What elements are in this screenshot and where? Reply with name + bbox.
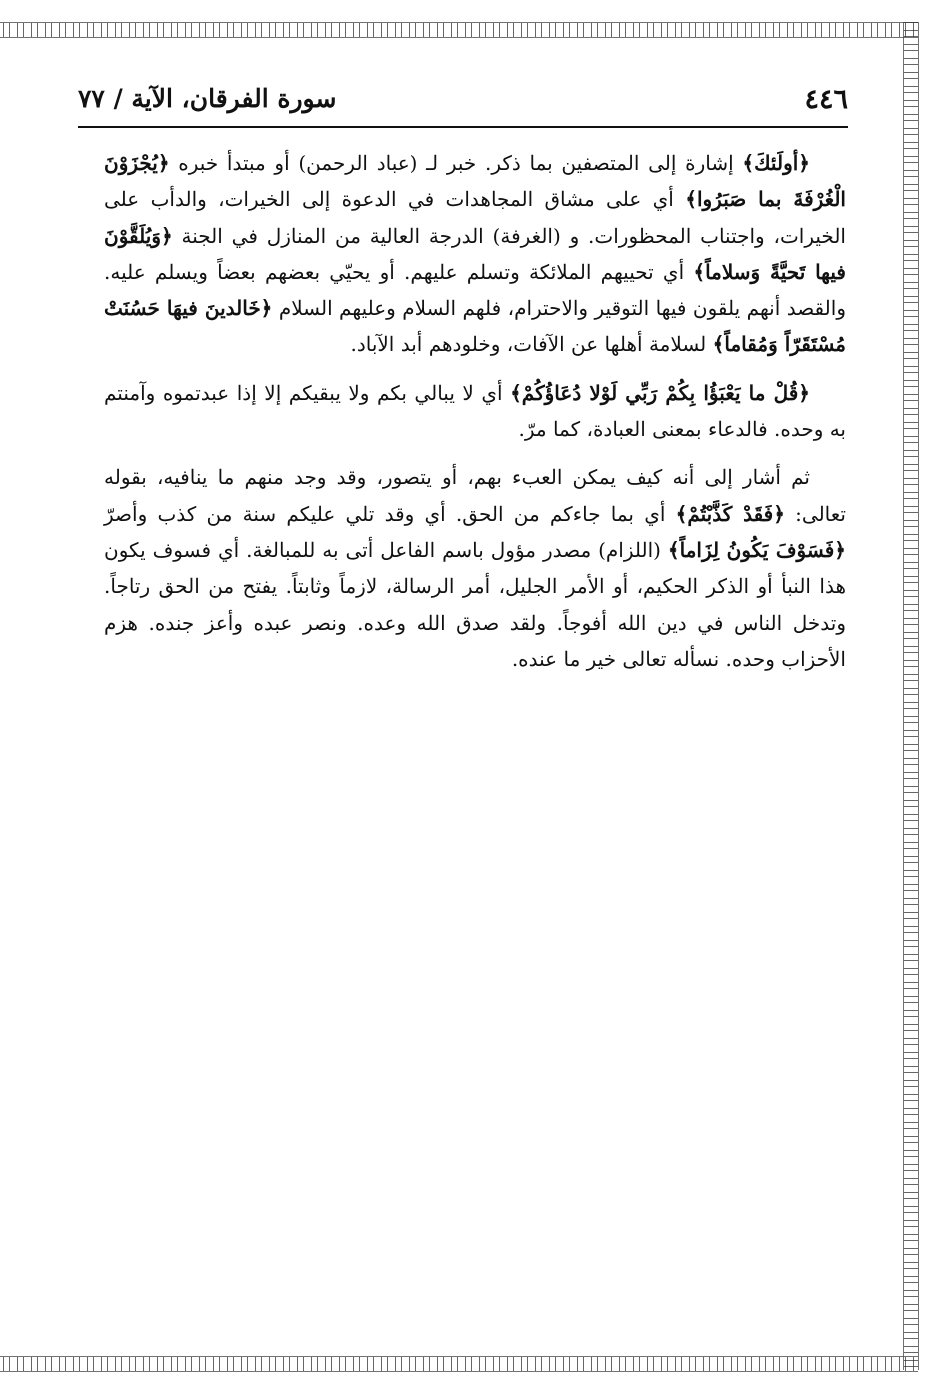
header-divider (78, 126, 848, 128)
quran-verse: ﴿قُلْ ما يَعْبَؤُا بِكُمْ رَبِّي لَوْلا دُعَاؤُكُمْ﴾ (510, 380, 810, 405)
quran-verse: ﴿يُجْزَوْنَ الْغُرْفَةَ بما صَبَرُوا﴾ (104, 151, 846, 212)
decorative-border-right (903, 22, 919, 1370)
commentary-text: أي تحييهم الملائكة وتسلم عليهم. أو يحيّي بعضهم بعضاً ويسلم عليه. والقصد أنهم يلقون فيها التوقير والاحترام، فلهم السلام وعليهم السلام (104, 259, 846, 321)
commentary-text: أي على مشاق المجاهدات في الدعوة إلى الخيرات، والدأب على الخيرات، واجتناب المحظورات. و (الغرفة) الدرجة العالية من المنازل في الجنة (104, 187, 846, 248)
page-header (78, 78, 848, 124)
commentary-text: إشارة إلى المتصفين بما ذكر. خبر لـ (عباد الرحمن) أو مبتدأ خبره (169, 151, 743, 175)
page-number: ٤٤٦ (804, 84, 848, 115)
commentary-text: (اللزام) مصدر مؤول باسم الفاعل أتى به للمبالغة. أي فسوف يكون هذا النبأ أو الذكر الحكيم، أو الأمر الجليل، أمر الرسالة، لازماً وثابتاً. يفتح من الحق رتاجاً. وتدخل الناس في دين الله أفوجاً. ولقد صدق الله وعده. ونصر عبده وأعز جنده. هزم الأحزاب وحده. نسأله تعالى خير ما عنده. (104, 537, 846, 671)
paragraph-1 (104, 145, 846, 363)
running-title: سورة الفرقان، الآية / ٧٧ (78, 84, 337, 113)
paragraph-2 (104, 375, 846, 448)
commentary-text: أي لا يبالي بكم ولا يبقيكم إلا إذا عبدتموه وآمنتم به وحده. فالدعاء بمعنى العبادة، كما مرّ. (104, 380, 846, 442)
quran-verse: ﴿خَالدينَ فيهَا حَسُنَتْ مُسْتَقَرّاً وَمُقاماً﴾ (104, 296, 846, 357)
quran-verse: ﴿فَسَوْفَ يَكُونُ لِزَاماً﴾ (667, 537, 846, 562)
commentary-text: لسلامة أهلها عن الآفات، وخلودهم أبد الآباد. (350, 332, 713, 357)
quran-verse: ﴿أولَئكَ﴾ (742, 151, 810, 175)
commentary-text: ثم أشار إلى أنه كيف يمكن العبء بهم، أو يتصور، وقد وجد منهم ما ينافيه، بقوله تعالى: (104, 465, 846, 526)
quran-verse: ﴿فَقَدْ كَذَّبْتُمْ﴾ (675, 501, 785, 526)
paragraph-3 (104, 459, 846, 677)
quran-verse: ﴿وَيُلَقَّوْنَ فيها تَحيَّةً وَسلاماً﴾ (104, 223, 846, 284)
decorative-border-bottom (0, 1356, 918, 1372)
commentary-text: أي بما جاءكم من الحق. أي وقد تلي عليكم سنة من كذب وأصرّ (104, 501, 676, 526)
decorative-border-top (0, 22, 918, 38)
body-text (104, 145, 846, 677)
